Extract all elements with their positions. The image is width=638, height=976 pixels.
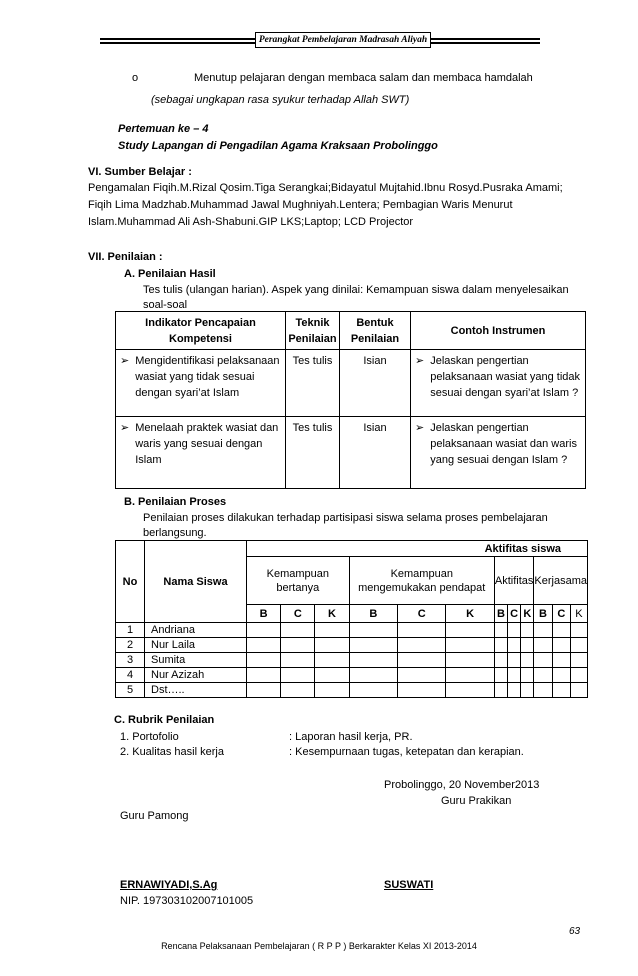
score-header: K (446, 605, 494, 623)
table-row (116, 668, 588, 683)
rubric-label: 2. Kualitas hasil kerja (120, 746, 224, 758)
table-row (116, 653, 588, 668)
table-row (116, 638, 588, 653)
bullet-marker: o (132, 72, 139, 84)
name-right: SUSWATI (384, 879, 434, 891)
section-c-title: C. Rubrik Penilaian (114, 714, 215, 726)
process-table (115, 540, 588, 698)
role-left: Guru Pamong (120, 810, 189, 822)
rubric-label: 1. Portofolio (120, 731, 179, 743)
aktifitas-group-header: Aktifitas siswa (247, 541, 588, 557)
contoh-text: Jelaskan pengertian pelaksanaan wasiat yang tidak sesuai dengan syari’at Islam ? (430, 355, 581, 399)
row-no: 1 (116, 623, 145, 638)
score-header: C (552, 605, 570, 623)
name-left: ERNAWIYADI,S.Ag (120, 879, 218, 891)
rubric-value: : Kesempurnaan tugas, ketepatan dan kerapian. (289, 746, 524, 758)
score-header: K (521, 605, 534, 623)
score-header: B (494, 605, 507, 623)
row-no: 2 (116, 638, 145, 653)
header-title: Perangkat Pembelajaran Madrasah Aliyah (255, 32, 431, 48)
teknik-cell: Tes tulis (286, 417, 340, 489)
rubric-value: : Laporan hasil kerja, PR. (289, 731, 413, 743)
footer-text: Rencana Pelaksanaan Pembelajaran ( R P P ) Berkarakter Kelas XI 2013-2014 (161, 941, 477, 951)
page-number: 63 (569, 926, 581, 937)
section-a-desc: soal-soal (143, 299, 188, 311)
category-header: Kemampuan mengemukakan pendapat (349, 557, 494, 605)
col-header-contoh: Contoh Instrumen (411, 312, 586, 350)
score-header: K (315, 605, 349, 623)
bentuk-cell: Isian (340, 417, 411, 489)
col-header-no: No (116, 541, 145, 623)
section-b-title: B. Penilaian Proses (124, 496, 227, 508)
table-row (116, 417, 586, 489)
score-header: B (534, 605, 552, 623)
score-header: C (508, 605, 521, 623)
sumber-heading: VI. Sumber Belajar : (88, 166, 192, 178)
section-a-desc: Tes tulis (ulangan harian). Aspek yang dinilai: Kemampuan siswa dalam menyelesaikan (143, 284, 569, 296)
col-header-bentuk: Bentuk Penilaian (340, 312, 411, 350)
section-b-desc: Penilaian proses dilakukan terhadap partisipasi siswa selama proses pembelajaran (143, 512, 548, 524)
sumber-line: Islam.Muhammad Ali Ash-Shabuni.GIP LKS;Laptop; LCD Projector (88, 216, 414, 228)
penilaian-heading: VII. Penilaian : (88, 251, 163, 263)
indikator-text: Menelaah praktek wasiat dan waris yang sesuai dengan Islam (135, 422, 279, 466)
arrow-bullet-icon: ➢ (415, 355, 425, 367)
table-row (116, 623, 588, 638)
col-header-indikator: Indikator Pencapaian Kompetensi (116, 312, 286, 350)
section-a-title: A. Penilaian Hasil (124, 268, 216, 280)
table-row (116, 683, 588, 698)
bentuk-cell: Isian (340, 350, 411, 417)
row-nama: Sumita (145, 653, 247, 668)
closing-line-1: Menutup pelajaran dengan membaca salam dan membaca hamdalah (194, 72, 533, 84)
row-no: 4 (116, 668, 145, 683)
arrow-bullet-icon: ➢ (415, 422, 425, 434)
indikator-text: Mengidentifikasi pelaksanaan wasiat yang tidak sesuai dengan syari’at Islam (135, 355, 280, 399)
closing-line-2: (sebagai ungkapan rasa syukur terhadap Allah SWT) (151, 94, 410, 106)
row-nama: Andriana (145, 623, 247, 638)
meeting-subtitle: Study Lapangan di Pengadilan Agama Kraksaan Probolinggo (118, 140, 438, 152)
category-header: Kemampuan bertanya (247, 557, 350, 605)
place-date: Probolinggo, 20 November2013 (384, 779, 540, 791)
sumber-line: Pengamalan Fiqih.M.Rizal Qosim.Tiga Serangkai;Bidayatul Mujtahid.Ibnu Rosyd.Pusraka Amami; (88, 182, 563, 194)
score-header: C (281, 605, 315, 623)
category-header: Kerjasama (534, 557, 588, 605)
score-header: K (570, 605, 587, 623)
row-no: 3 (116, 653, 145, 668)
category-header: Aktifitas (494, 557, 534, 605)
section-b-desc: berlangsung. (143, 527, 207, 539)
col-header-nama: Nama Siswa (145, 541, 247, 623)
score-header: B (349, 605, 397, 623)
score-header: B (247, 605, 281, 623)
table-row (116, 350, 586, 417)
meeting-title: Pertemuan ke – 4 (118, 123, 209, 135)
row-no: 5 (116, 683, 145, 698)
row-nama: Dst….. (145, 683, 247, 698)
row-nama: Nur Laila (145, 638, 247, 653)
row-nama: Nur Azizah (145, 668, 247, 683)
nip: NIP. 197303102007101005 (120, 895, 254, 907)
col-header-teknik: Teknik Penilaian (286, 312, 340, 350)
role-right: Guru Prakikan (441, 795, 512, 807)
sumber-line: Fiqih Lima Madzhab.Muhammad Jawal Mughniyah.Lentera; Pembagian Waris Menurut (88, 199, 513, 211)
contoh-text: Jelaskan pengertian pelaksanaan wasiat dan waris yang sesuai dengan Islam ? (430, 422, 577, 466)
arrow-bullet-icon: ➢ (120, 355, 130, 367)
assessment-table (115, 311, 586, 489)
arrow-bullet-icon: ➢ (120, 422, 130, 434)
teknik-cell: Tes tulis (286, 350, 340, 417)
score-header: C (398, 605, 446, 623)
